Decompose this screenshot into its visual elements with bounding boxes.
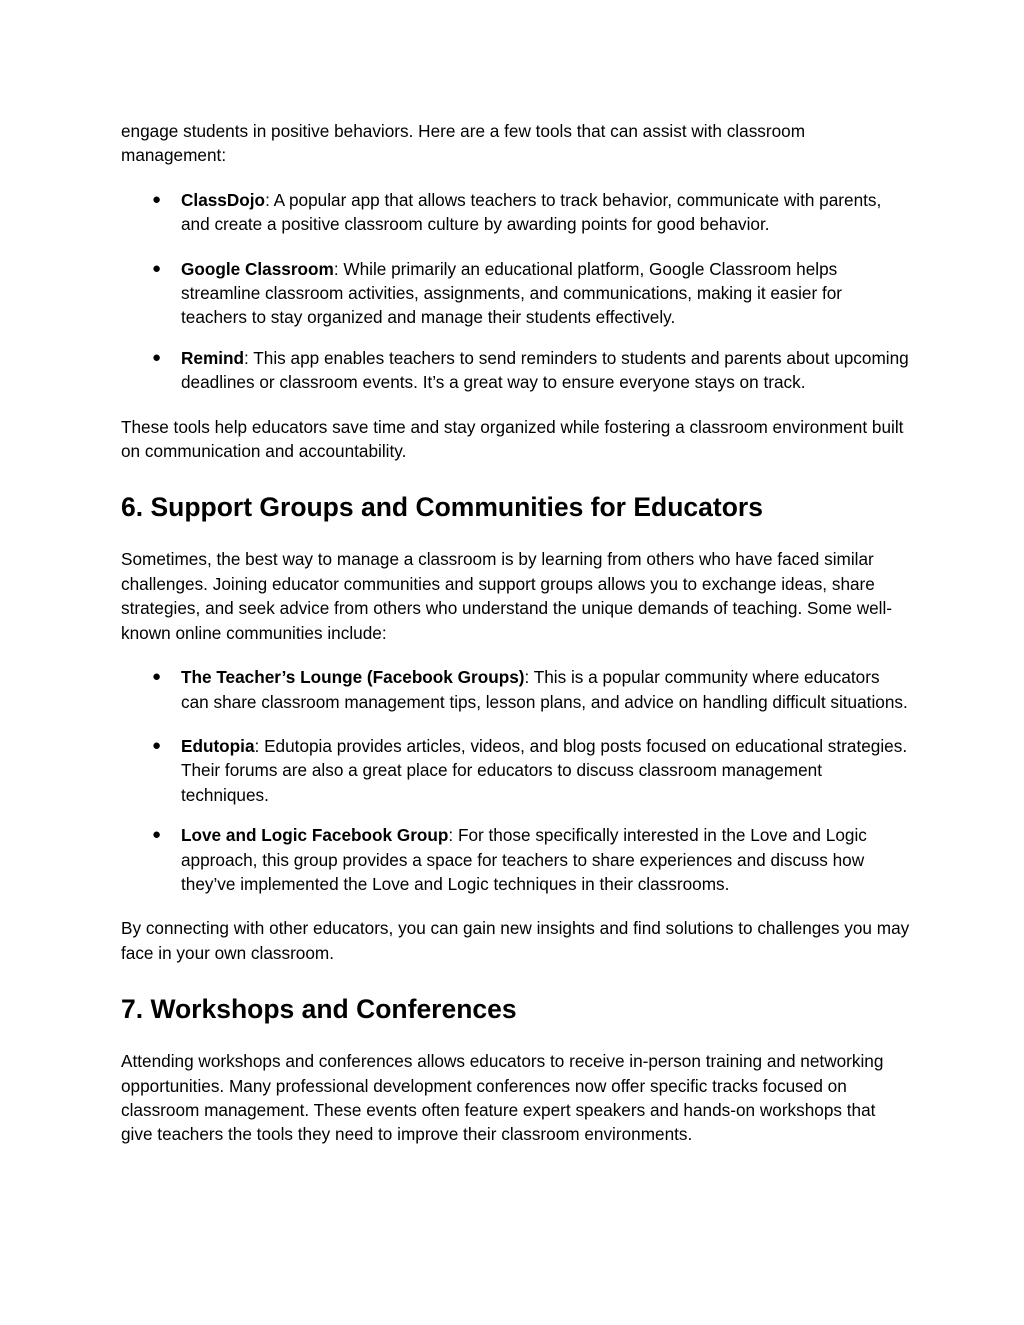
item-description: : Edutopia provides articles, videos, and blog posts focused on educational strategies. Their forums are also a great place for educators to discuss classroom management techniques. [181,735,908,805]
tools-intro-paragraph: engage students in positive behaviors. Here are a few tools that can assist with classroom management: [121,121,806,166]
list-item [121,734,911,807]
list-item [121,346,911,395]
bullet-icon: ● [152,668,162,686]
bullet-icon: ● [152,348,162,366]
tools-section [121,119,911,463]
item-description: : For those specifically interested in the Love and Logic approach, this group provides a space for teachers to share experiences and discuss how they’ve implemented the Love and Logic techniques in their classrooms. [181,825,867,894]
item-title: The Teacher’s Lounge (Facebook Groups) [181,667,525,688]
item-description: : A popular app that allows teachers to track behavior, communicate with parents, and create a positive classroom culture by awarding points for good behavior. [181,189,882,235]
bullet-icon: ● [152,190,162,208]
bullet-icon: ● [152,826,162,844]
list-item [121,665,911,714]
item-description: : This is a popular community where educators can share classroom management tips, lesson plans, and advice on handling difficult situations. [181,667,908,712]
tools-summary-paragraph: These tools help educators save time and stay organized while fostering a classroom environment built on communication and accountability. [121,416,904,462]
tools-list [121,188,911,395]
bullet-icon: ● [152,736,162,754]
item-title: ClassDojo [181,189,266,210]
section-7-intro-paragraph: Attending workshops and conferences allows educators to receive in-person training and networking opportunities. Many professional development conferences now offer specific tracks focused on classroom management. These events often feature expert speakers and hands-on workshops that give teachers the tools they need to improve their classroom environments. [121,1051,884,1145]
section-6-heading: 6. Support Groups and Communities for Educators [121,492,763,523]
section-7-heading: 7. Workshops and Conferences [121,994,517,1025]
section-7 [121,993,911,1147]
list-item [121,823,911,896]
section-6-intro-paragraph: Sometimes, the best way to manage a classroom is by learning from others who have faced similar challenges. Joining educator communities and support groups allows you to exchange ideas, share strategies, and seek advice from others who understand the unique demands of teaching. Some well-known online communities include: [121,549,893,643]
item-title: Google Classroom [181,258,334,279]
bullet-icon: ● [152,259,162,277]
section-6 [121,491,911,965]
list-item [121,188,911,237]
item-description: : While primarily an educational platform, Google Classroom helps streamline classroom activities, assignments, and communications, making it easier for teachers to stay organized and manage their students effectively. [181,258,843,328]
list-item [121,257,911,330]
item-title: Edutopia [181,735,255,756]
item-description: : This app enables teachers to send reminders to students and parents about upcoming deadlines or classroom events. It’s a great way to ensure everyone stays on track. [181,347,909,393]
communities-list [121,665,911,896]
item-title: Remind [181,347,245,368]
item-title: Love and Logic Facebook Group [181,825,449,846]
section-6-summary-paragraph: By connecting with other educators, you can gain new insights and find solutions to challenges you may face in your own classroom. [121,918,910,963]
document-content [121,119,911,1147]
